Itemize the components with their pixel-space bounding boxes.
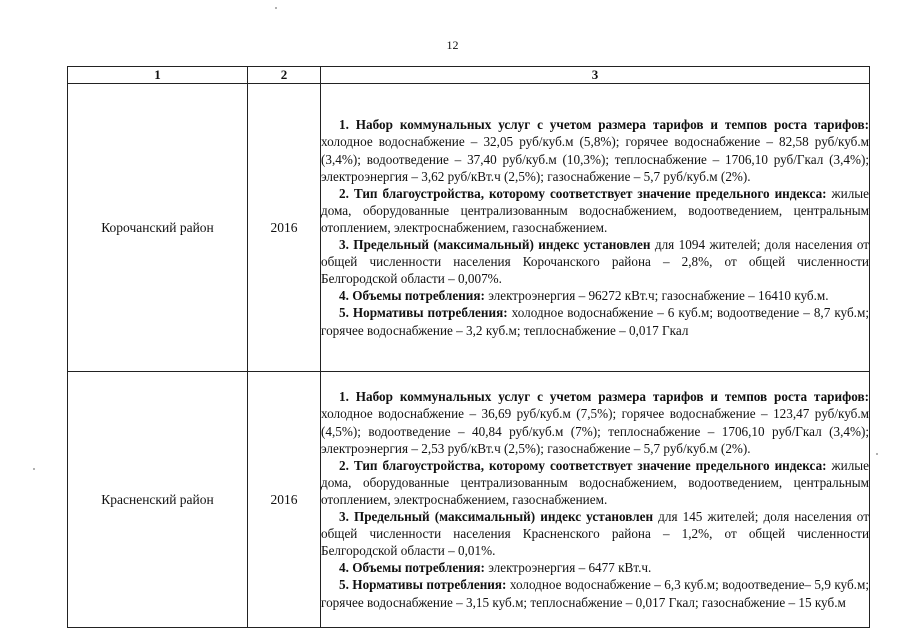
max-index-paragraph [321,508,869,559]
column-header: 2 [248,67,321,84]
item-text: для 1094 жителей; доля населения от общей численности населения Корочанского района – 2,8%, от общей численности Белгородской области – 0,007%. [321,237,869,287]
consumption-norms-paragraph [321,576,869,610]
item-heading: 2. Тип благоустройства, которому соответствует значение предельного индекса: [339,457,827,473]
district-name: Корочанский район [68,84,248,372]
item-text: холодное водоснабжение – 32,05 руб/куб.м (5,8%); горячее водоснабжение – 82,58 руб/куб.м (3,4%); водоотведение – 37,40 руб/куб.м (10,3%); теплоснабжение – 1706,10 руб/Гкал (3,4%); электроэнергия – 3,62 руб/кВт.ч (2,5%); газоснабжение – 5,7 руб/куб.м (2%). [321,134,869,184]
year-cell: 2016 [248,84,321,372]
item-text: жилые дома, оборудованные централизованным водоснабжением, водоотведением, центральным отоплением, электроснабжением, газоснабжением. [321,185,869,235]
item-text: холодное водоснабжение – 6,3 куб.м; водоотведение– 5,9 куб.м; горячее водоснабжение – 3,15 куб.м; теплоснабжение – 0,017 Гкал; газоснабжение – 15 куб.м [321,577,869,610]
item-text: холодное водоснабжение – 6 куб.м; водоотведение – 8,7 куб.м; горячее водоснабжение – 3,2 куб.м; теплоснабжение – 0,017 Гкал [321,305,869,338]
indicators-cell [321,372,870,628]
scan-speck [876,453,878,455]
consumption-volume-paragraph [321,559,869,576]
scan-speck [33,468,35,470]
indicators-cell [321,84,870,372]
item-heading: 2. Тип благоустройства, которому соответствует значение предельного индекса: [339,185,827,201]
item-text: электроэнергия – 6477 кВт.ч. [484,560,652,576]
improvement-type-paragraph [321,457,869,508]
tariff-table [67,66,870,628]
item-text: жилые дома, оборудованные централизованным водоснабжением, водоотведением, центральным отоплением, электроснабжением, газоснабжением. [321,457,869,507]
table-row [68,372,870,628]
item-heading: 5. Нормативы потребления: [339,577,507,593]
item-heading: 1. Набор коммунальных услуг с учетом размера тарифов и темпов роста тарифов: [339,389,869,405]
district-name: Красненский район [68,372,248,628]
item-heading: 1. Набор коммунальных услуг с учетом размера тарифов и темпов роста тарифов: [339,117,869,133]
table-row [68,84,870,372]
item-heading: 4. Объемы потребления: [339,288,485,304]
item-heading: 4. Объемы потребления: [339,560,485,576]
consumption-volume-paragraph [321,287,869,304]
item-text: электроэнергия – 96272 кВт.ч; газоснабжение – 16410 куб.м. [484,288,829,304]
item-heading: 3. Предельный (максимальный) индекс установлен [339,237,651,253]
item-heading: 5. Нормативы потребления: [339,305,508,321]
tariff-paragraph [321,116,869,184]
column-header: 1 [68,67,248,84]
column-header: 3 [321,67,870,84]
page-number: 12 [446,38,459,52]
item-heading: 3. Предельный (максимальный) индекс установлен [339,509,654,525]
year-cell: 2016 [248,372,321,628]
table-header-row [68,67,870,84]
item-text: холодное водоснабжение – 36,69 руб/куб.м (7,5%); горячее водоснабжение – 123,47 руб/куб.м (4,5%); водоотведение – 40,84 руб/куб.м (7%); теплоснабжение – 1706,10 руб/Гкал (3,4%); электроэнергия – 2,53 руб/кВт.ч (2,5%); газоснабжение – 5,7 руб/куб.м (2%). [321,406,869,456]
item-text: для 145 жителей; доля населения от общей численности населения Красненского района – 1,2%, от общей численности Белгородской области – 0,01%. [321,509,869,559]
consumption-norms-paragraph [321,304,869,338]
max-index-paragraph [321,236,869,287]
improvement-type-paragraph [321,185,869,236]
tariff-paragraph [321,388,869,456]
scan-speck [275,7,277,9]
